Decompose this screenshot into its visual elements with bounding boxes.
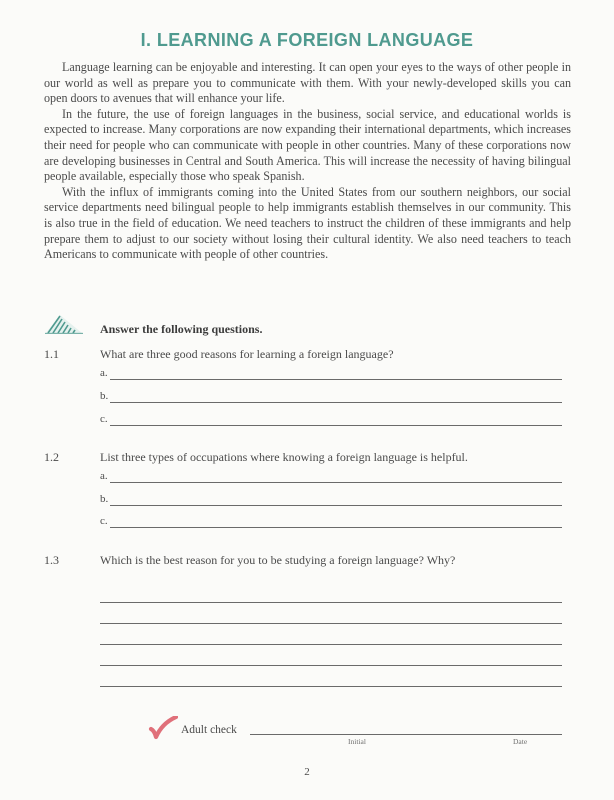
answer-field[interactable]: [100, 515, 562, 529]
answer-line: [110, 527, 562, 528]
answer-field[interactable]: [100, 493, 562, 507]
answer-letter: a.: [100, 367, 108, 379]
answer-letter: b.: [100, 390, 109, 402]
question-text: Which is the best reason for you to be studying a foreign language? Why?: [100, 553, 456, 567]
page-number: 2: [304, 766, 310, 778]
intro-paragraph: With the influx of immigrants coming into the United States from our southern neighbors, our social service departments need bilingual people to help immigrants establish themselves in our community. This is also true in the field of education. We need teachers to instruct the children of these immigrants and help prepare them to adjust to our society without losing their cultural identity. We also need teachers to teach Americans to communicate with people of other countries.: [44, 184, 571, 262]
question-text: What are three good reasons for learning a foreign language?: [100, 347, 394, 361]
question-number: 1.1: [44, 347, 59, 361]
checkmark-icon: [148, 716, 178, 740]
writing-line[interactable]: [100, 623, 562, 624]
instruction-text: Answer the following questions.: [100, 322, 263, 336]
striped-triangle-icon: [44, 312, 84, 334]
intro-paragraph: In the future, the use of foreign languages in the business, social service, and educational worlds is expected to increase. Many corporations are now expanding their international departments, which increases their need for people who can communicate with people in other countries. Many of these corporations now are developing businesses in Central and South America. This will increase the necessity of having bilingual people available, especially those who speak Spanish.: [44, 106, 571, 184]
writing-line[interactable]: [100, 686, 562, 687]
answer-field[interactable]: [100, 413, 562, 427]
answer-letter: c.: [100, 515, 108, 527]
adult-signature-line[interactable]: [250, 734, 562, 735]
writing-line[interactable]: [100, 602, 562, 603]
adult-check-label: Adult check: [181, 724, 237, 736]
date-label: Date: [513, 737, 528, 746]
answer-line: [110, 402, 562, 403]
question-number: 1.3: [44, 553, 59, 567]
answer-line: [110, 379, 562, 380]
question-number: 1.2: [44, 450, 59, 464]
writing-line[interactable]: [100, 665, 562, 666]
answer-line: [110, 482, 562, 483]
instruction-row: [44, 312, 571, 342]
intro-text: [44, 60, 571, 263]
section-title: I. LEARNING A FOREIGN LANGUAGE: [140, 30, 474, 50]
answer-letter: b.: [100, 493, 109, 505]
answer-field[interactable]: [100, 470, 562, 484]
writing-line[interactable]: [100, 644, 562, 645]
answer-letter: a.: [100, 470, 108, 482]
answer-line: [110, 505, 562, 506]
initial-label: Initial: [348, 737, 366, 746]
answer-field[interactable]: [100, 390, 562, 404]
answer-letter: c.: [100, 413, 108, 425]
question-text: List three types of occupations where knowing a foreign language is helpful.: [100, 450, 468, 464]
answer-line: [110, 425, 562, 426]
intro-paragraph: Language learning can be enjoyable and interesting. It can open your eyes to the ways of other people in our world as well as prepare you to communicate with them. With your newly-developed skills you can open doors to avenues that will enhance your life.: [44, 60, 571, 106]
answer-field[interactable]: [100, 367, 562, 381]
